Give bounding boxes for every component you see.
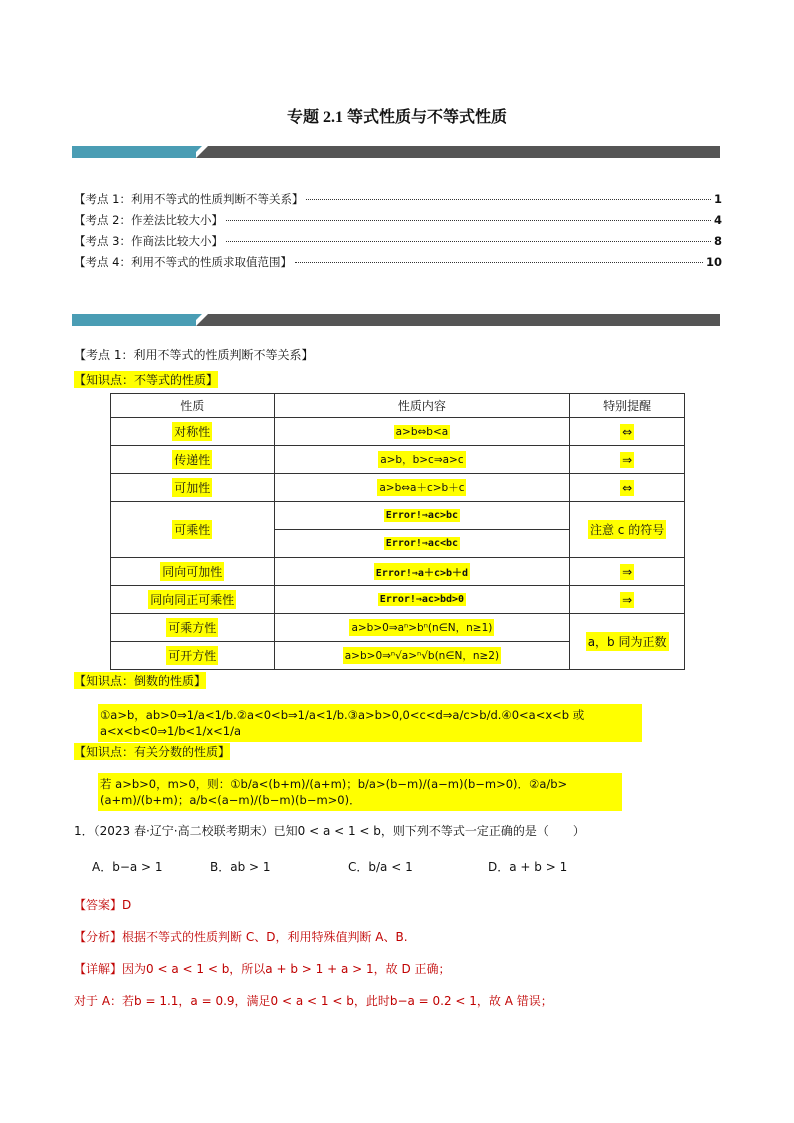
header-divider-bar bbox=[72, 146, 720, 158]
property-name: 同向同正可乘性 bbox=[148, 590, 236, 609]
property-content: a>b>0⇒ⁿ√a>ⁿ√b(n∈N，n≥2) bbox=[343, 647, 501, 664]
property-name: 可乘性 bbox=[172, 520, 212, 539]
section-divider-bar bbox=[72, 314, 720, 326]
table-header: 特别提醒 bbox=[570, 394, 685, 418]
table-header: 性质内容 bbox=[274, 394, 570, 418]
question-1-stem bbox=[74, 822, 585, 839]
option-c[interactable]: C．b/a < 1 bbox=[348, 860, 413, 874]
question-source: （2023 春·辽宁·高二校联考期末） bbox=[93, 824, 274, 838]
detail-line-2: 对于 A：若b = 1.1，a = 0.9，满足0 < a < 1 < b，此时b−a = 0.2 < 1，故 A 错误； bbox=[74, 994, 553, 1008]
property-name: 可加性 bbox=[172, 478, 212, 497]
property-note: ⇒ bbox=[622, 592, 633, 607]
option-a[interactable]: A．b−a > 1 bbox=[92, 860, 163, 874]
reciprocal-properties: ①a>b，ab>0⇒1/a<1/b.②a<0<b⇒1/a<1/b.③a>b>0,0<c<d⇒a/c>b/d.④0<a<x<b 或 a<x<b<0⇒1/b<1/x<1/a bbox=[98, 704, 642, 742]
section-heading: 【考点 1：利用不等式的性质判断不等关系】 bbox=[74, 348, 314, 362]
detail-text: 因为0 < a < 1 < b，所以a + b > 1 + a > 1，故 D 正确； bbox=[122, 962, 451, 976]
toc-entry[interactable]: 【考点 2：作差法比较大小】 4 bbox=[74, 213, 722, 227]
answer-line bbox=[74, 896, 131, 913]
analysis-line bbox=[74, 928, 408, 945]
table-of-contents bbox=[74, 191, 722, 275]
property-content: Error!⇒ac>bd>0 bbox=[379, 594, 465, 605]
property-note: ⇔ bbox=[622, 424, 633, 439]
toc-entry[interactable]: 【考点 3：作商法比较大小】 8 bbox=[74, 234, 722, 248]
property-content: Error!⇒ac<bc bbox=[385, 538, 459, 549]
property-note: 注意 c 的符号 bbox=[588, 520, 666, 539]
question-number: 1． bbox=[74, 824, 94, 838]
property-content: Error!⇒a＋c>b＋d bbox=[374, 563, 470, 580]
inequality-properties-table bbox=[110, 393, 685, 670]
option-b[interactable]: B．ab > 1 bbox=[210, 860, 271, 874]
knowledge-heading-reciprocal: 【知识点：倒数的性质】 bbox=[74, 674, 207, 688]
property-note: ⇔ bbox=[622, 480, 633, 495]
property-note: ⇒ bbox=[622, 452, 633, 467]
property-content: Error!⇒ac>bc bbox=[385, 510, 459, 521]
property-name: 可乘方性 bbox=[166, 618, 218, 637]
detail-line bbox=[74, 960, 451, 977]
property-name: 对称性 bbox=[172, 422, 212, 441]
detail-label: 【详解】 bbox=[74, 962, 123, 976]
toc-entry[interactable]: 【考点 1：利用不等式的性质判断不等关系】 1 bbox=[74, 192, 722, 206]
toc-entry[interactable]: 【考点 4：利用不等式的性质求取值范围】 10 bbox=[74, 255, 722, 269]
property-content: a>b>0⇒aⁿ>bⁿ(n∈N，n≥1) bbox=[349, 619, 494, 636]
knowledge-heading-inequality: 【知识点：不等式的性质】 bbox=[74, 373, 219, 387]
analysis-text: 根据不等式的性质判断 C、D，利用特殊值判断 A、B. bbox=[122, 930, 408, 944]
table-header: 性质 bbox=[111, 394, 275, 418]
question-text: 已知0 < a < 1 < b，则下列不等式一定正确的是（ ） bbox=[273, 824, 585, 838]
knowledge-heading-fraction: 【知识点：有关分数的性质】 bbox=[74, 745, 231, 759]
option-d[interactable]: D．a + b > 1 bbox=[488, 860, 568, 874]
property-content: a>b⇔b<a bbox=[395, 425, 449, 438]
property-name: 传递性 bbox=[172, 450, 212, 469]
property-name: 同向可加性 bbox=[160, 562, 224, 581]
page-title: 专题 2.1 等式性质与不等式性质 bbox=[286, 109, 507, 126]
property-note: ⇒ bbox=[622, 564, 633, 579]
fraction-properties: 若 a>b>0，m>0，则：①b/a<(b+m)/(a+m)；b/a>(b−m)/(a−m)(b−m>0)．②a/b>(a+m)/(b+m)；a/b<(a−m)/(b−m)(b−m>0)． bbox=[98, 773, 622, 811]
property-content: a>b，b>c⇒a>c bbox=[378, 451, 465, 468]
property-note: a，b 同为正数 bbox=[586, 632, 669, 651]
property-content: a>b⇔a＋c>b＋c bbox=[377, 479, 466, 496]
answer-label: 【答案】 bbox=[74, 898, 123, 912]
analysis-label: 【分析】 bbox=[74, 930, 123, 944]
property-name: 可开方性 bbox=[166, 646, 218, 665]
answer-value: D bbox=[122, 898, 132, 912]
